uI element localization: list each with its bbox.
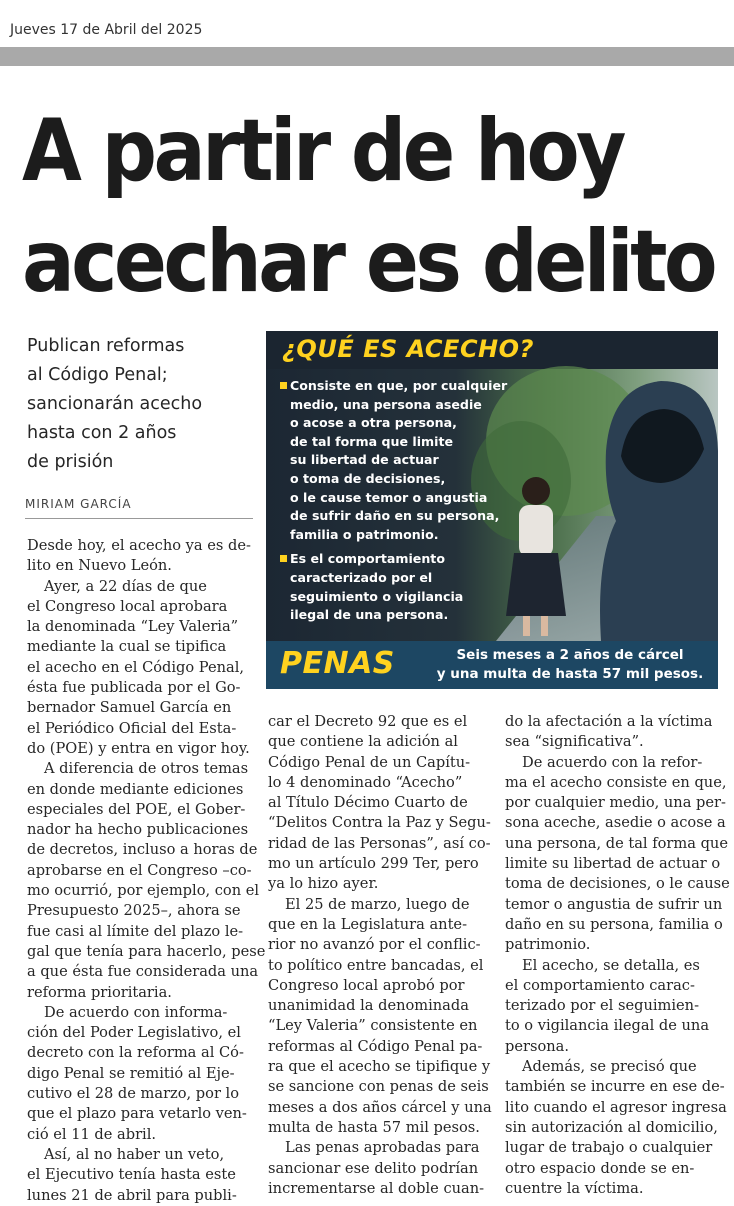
article-text-line: El 25 de marzo, luego de — [285, 895, 470, 913]
article-text-line: Presupuesto 2025–, ahora se — [27, 902, 241, 920]
article-text-line: limite su libertad de actuar o — [505, 855, 721, 873]
subhead-line: de prisión — [27, 452, 114, 472]
article-text-line: ridad de las Personas”, así co- — [268, 834, 491, 852]
article-text-line: sea “significativa”. — [505, 733, 644, 751]
article-column-1 — [27, 536, 266, 1206]
byline: MIRIAM GARCÍA — [25, 497, 132, 511]
article-text-line: cuentre la víctima. — [505, 1179, 644, 1197]
article-text-line: ésta fue publicada por el Go- — [27, 679, 241, 697]
article-text-line: A diferencia de otros temas — [44, 760, 249, 778]
subhead-line: Publican reformas — [27, 336, 185, 356]
square-bullet-icon — [280, 555, 287, 562]
infobox-title: ¿QUÉ ES ACECHO? — [282, 335, 534, 363]
article-text-line: Ayer, a 22 días de que — [44, 577, 207, 595]
infobox-item-line: medio, una persona asedie — [290, 396, 482, 412]
article-text-line: el Periódico Oficial del Esta- — [27, 719, 237, 737]
article-text-line: daño en su persona, familia o — [505, 915, 723, 933]
penalties-label: PENAS — [280, 646, 395, 681]
infobox-item-line: o acose a otra persona, — [290, 415, 457, 431]
article-text-line: gal que tenía para hacerlo, pese — [27, 942, 266, 960]
article-text-line: aprobarse en el Congreso –co- — [27, 861, 252, 879]
article-text-line: al Título Décimo Cuarto de — [268, 794, 468, 812]
article-text-line: ció el 11 de abril. — [27, 1125, 157, 1143]
infobox-item-line: Consiste en que, por cualquier — [290, 378, 508, 393]
article-text-line: “Ley Valeria” consistente en — [268, 1017, 478, 1035]
article-text-line: que en la Legislatura ante- — [268, 915, 468, 933]
infobox-item-line: de tal forma que limite — [290, 433, 454, 449]
article-text-line: unanimidad la denominada — [268, 997, 469, 1015]
article-text-line: De acuerdo con informa- — [44, 1003, 228, 1021]
article-text-line: Código Penal de un Capítu- — [268, 753, 471, 771]
article-text-line: se sancione con penas de seis — [268, 1078, 489, 1096]
infobox-item-line: ilegal de una persona. — [290, 607, 449, 623]
article-text-line: to político entre bancadas, el — [268, 956, 484, 974]
article-text-line: to o vigilancia ilegal de una — [505, 1017, 710, 1035]
article-text-line: de decretos, incluso a horas de — [27, 841, 258, 859]
infobox-item-line: su libertad de actuar — [290, 452, 439, 468]
subhead-line: al Código Penal; — [27, 365, 168, 385]
article-text-line: el acecho en el Código Penal, — [27, 658, 245, 676]
infobox-item-line: caracterizado por el — [290, 569, 433, 585]
article-text-line: el Ejecutivo tenía hasta este — [27, 1166, 236, 1184]
article-text-line: Las penas aprobadas para — [285, 1139, 480, 1157]
article-text-line: Además, se precisó que — [522, 1058, 697, 1076]
article-text-line: por cualquier medio, una per- — [505, 794, 726, 812]
hooded-figure — [600, 381, 718, 641]
article-text-line: temor o angustia de sufrir un — [505, 895, 723, 913]
article-text-line: sancionar ese delito podrían — [268, 1159, 479, 1177]
article-text-line: Así, al no haber un veto, — [44, 1145, 225, 1163]
article-text-line: reforma prioritaria. — [27, 983, 172, 1001]
subheadline — [27, 332, 247, 477]
infobox-item-line: o le cause temor o angustia — [290, 489, 488, 505]
article-text-line: mo un artículo 299 Ter, pero — [268, 855, 479, 873]
article-text-line: mo ocurrió, por ejemplo, con el — [27, 882, 260, 900]
article-text-line: lunes 21 de abril para publi- — [27, 1186, 237, 1204]
article-text-line: meses a dos años cárcel y una — [268, 1098, 492, 1116]
article-text-line: bernador Samuel García en — [27, 699, 232, 717]
infobox-item-line: de sufrir daño en su persona, — [290, 508, 500, 524]
article-text-line: car el Decreto 92 que es el — [268, 713, 468, 730]
infobox-item — [280, 377, 540, 544]
article-text-line: especiales del POE, el Gober- — [27, 800, 246, 818]
article-text-line: fue casi al límite del plazo le- — [27, 922, 244, 940]
article-text-line: multa de hasta 57 mil pesos. — [268, 1118, 480, 1136]
article-text-line: sona aceche, asedie o acose a — [505, 814, 726, 832]
byline-rule — [25, 518, 253, 519]
infobox-item-line: Es el comportamiento — [290, 551, 445, 567]
article-text-line: lugar de trabajo o cualquier — [505, 1139, 713, 1157]
headline-line-1: A partir de hoy — [22, 101, 623, 201]
square-bullet-icon — [280, 382, 287, 389]
edition-date: Jueves 17 de Abril del 2025 — [10, 22, 203, 38]
article-text-line: do la afectación a la víctima — [505, 713, 713, 730]
headline-line-2: acechar es delito — [22, 212, 714, 312]
infobox-item-line: seguimiento o vigilancia — [290, 588, 464, 604]
article-text-line: rior no avanzó por el conflic- — [268, 936, 481, 954]
article-text-line: ción del Poder Legislativo, el — [27, 1024, 241, 1042]
article-text-line: toma de decisiones, o le cause — [505, 875, 730, 893]
article-text-line: reformas al Código Penal pa- — [268, 1037, 483, 1055]
article-text-line: que el plazo para vetarlo ven- — [27, 1105, 247, 1123]
infobox-item-line: familia o patrimonio. — [290, 526, 439, 542]
article-text-line: decreto con la reforma al Có- — [27, 1044, 244, 1062]
article-text-line: terizado por el seguimien- — [505, 997, 699, 1015]
article-text-line: persona. — [505, 1037, 569, 1055]
infobox-item — [280, 550, 540, 624]
article-text-line: lito cuando el agresor ingresa — [505, 1098, 727, 1116]
article-text-line: patrimonio. — [505, 936, 591, 954]
infobox-item-line: o toma de decisiones, — [290, 470, 446, 486]
article-text-line: incrementarse al doble cuan- — [268, 1179, 485, 1197]
article-text-line: lito en Nuevo León. — [27, 557, 172, 575]
subhead-line: sancionarán acecho — [27, 394, 203, 414]
article-column-3 — [505, 712, 730, 1199]
info-box — [266, 331, 718, 689]
article-column-2 — [268, 712, 492, 1199]
article-text-line: ra que el acecho se tipifique y — [268, 1058, 491, 1076]
subhead-line: hasta con 2 años — [27, 423, 177, 443]
penalties-line: Seis meses a 2 años de cárcel — [456, 647, 684, 663]
article-text-line: “Delitos Contra la Paz y Segu- — [268, 814, 491, 832]
article-text-line: De acuerdo con la refor- — [522, 753, 703, 771]
infobox-list — [280, 377, 540, 631]
article-text-line: a que ésta fue considerada una — [27, 963, 259, 981]
article-text-line: lo 4 denominado “Acecho” — [268, 773, 463, 791]
article-text-line: sin autorización al domicilio, — [505, 1118, 718, 1136]
article-text-line: también se incurre en ese de- — [505, 1078, 725, 1096]
article-text-line: el Congreso local aprobara — [27, 597, 228, 615]
article-text-line: el comportamiento carac- — [505, 976, 695, 994]
article-text-line: que contiene la adición al — [268, 733, 458, 751]
article-text-line: digo Penal se remitió al Eje- — [27, 1064, 235, 1082]
header-gap — [0, 66, 734, 72]
article-text-line: do (POE) y entra en vigor hoy. — [27, 739, 250, 757]
penalties-text — [426, 646, 714, 684]
article-text-line: Congreso local aprobó por — [268, 976, 465, 994]
article-text-line: en donde mediante ediciones — [27, 780, 244, 798]
article-text-line: Desde hoy, el acecho ya es de- — [27, 537, 251, 554]
article-text-line: ma el acecho consiste en que, — [505, 773, 727, 791]
article-text-line: otro espacio donde se en- — [505, 1159, 695, 1177]
article-text-line: la denominada “Ley Valeria” — [27, 618, 239, 636]
article-text-line: ya lo hizo ayer. — [268, 875, 379, 893]
penalties-line: y una multa de hasta 57 mil pesos. — [436, 666, 704, 682]
header-rule — [0, 47, 734, 66]
article-text-line: cutivo el 28 de marzo, por lo — [27, 1085, 240, 1103]
article-text-line: nador ha hecho publicaciones — [27, 821, 249, 839]
article-text-line: El acecho, se detalla, es — [522, 956, 700, 974]
article-text-line: mediante la cual se tipifica — [27, 638, 227, 656]
article-text-line: una persona, de tal forma que — [505, 834, 728, 852]
